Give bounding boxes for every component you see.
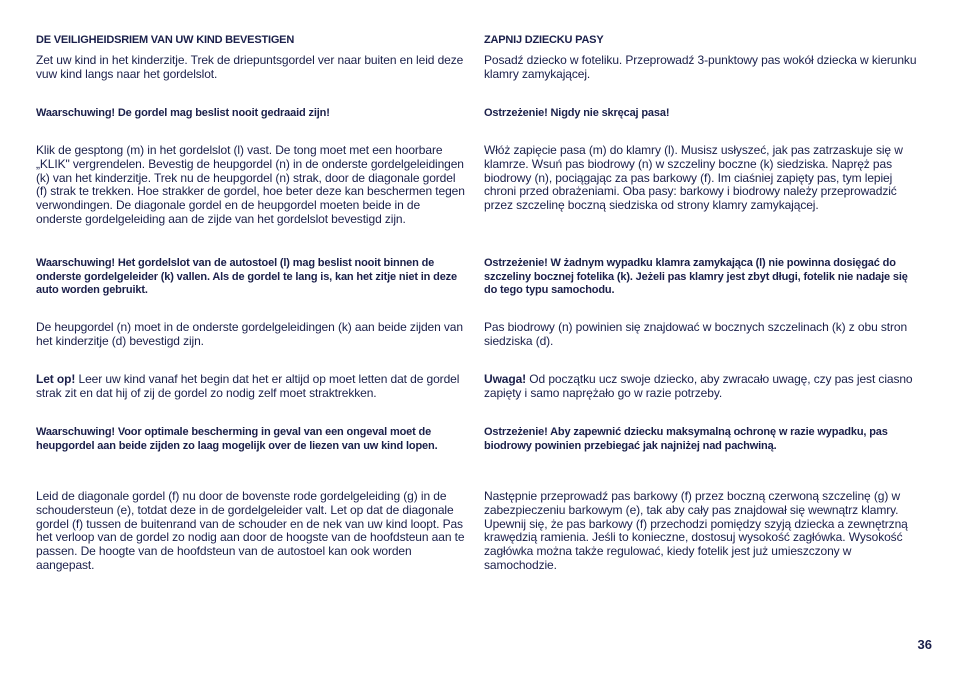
warning-twist: Ostrzeżenie! Nigdy nie skręcaj pasa! — [484, 107, 670, 119]
buckle-paragraph: Włóż zapięcie pasa (m) do klamry (l). Musisz usłyszeć, jak pas zatrzaskuje się w klamrze. Wsuń pas biodrowy (n) w szczeliny boczne (k) siedziska. Napręż pas biodrowy (n), pociągając za pas barkowy (f). Im ciaśniej zapięty pas, tym lepiej chroni przed obrażeniami. Oba pasy: barkowy i biodrowy należy przeprowadzić przez szczelinę boczną siedziska od strony klamry zamykającej. — [484, 143, 903, 213]
warning-buckle: Waarschuwing! Het gordelslot van de autostoel (l) mag beslist nooit binnen de onderste gordelgeleider (k) vallen. Als de gordel te lang is, kan het zitje niet in deze auto worden gebruikt. — [36, 257, 457, 297]
lap-belt-paragraph: Pas biodrowy (n) powinien się znajdować w bocznych szczelinach (k) z obu stron siedziska (d). — [484, 320, 908, 348]
page-number: 36 — [917, 637, 932, 652]
note-text: Od początku ucz swoje dziecko, aby zwracało uwagę, czy pas jest ciasno zapięty i samo naprężało go w razie potrzeby. — [484, 372, 913, 400]
note-text: Leer uw kind vanaf het begin dat het er altijd op moet letten dat de gordel strak zit en dat hij of zij de gordel zo nodig zelf moet straktrekken. — [36, 372, 460, 400]
section-heading: DE VEILIGHEIDSRIEM VAN UW KIND BEVESTIGEN — [36, 34, 295, 46]
warning-lap-position: Waarschuwing! Voor optimale bescherming in geval van een ongeval moet de heupgordel aan beide zijden zo laag mogelijk over de liezen van uw kind lopen. — [36, 426, 438, 452]
note-paragraph — [36, 373, 468, 401]
note-label: Let op! — [36, 372, 76, 386]
note-paragraph — [484, 373, 920, 401]
warning-twist: Waarschuwing! De gordel mag beslist nooit gedraaid zijn! — [36, 107, 330, 119]
warning-buckle: Ostrzeżenie! W żadnym wypadku klamra zamykająca (l) nie powinna dosięgać do szczeliny bocznej fotelika (k). Jeżeli pas klamry jest zbyt długi, fotelik nie nadaje się do tego typu samochodu. — [484, 257, 908, 297]
intro-paragraph: Posadź dziecko w foteliku. Przeprowadź 3-punktowy pas wokół dziecka w kierunku klamry zamykającej. — [484, 53, 917, 81]
buckle-paragraph: Klik de gesptong (m) in het gordelslot (l) vast. De tong moet met een hoorbare „KLIK" vergrendelen. Bevestig de heupgordel (n) in de onderste gordelgeleidingen (k) van het kinderzitje. Trek nu de heupgordel (n) strak, door de diagonale gordel (f) strak te trekken. Hoe strakker de gordel, hoe beter deze kan beschermen tegen verwondingen. De diagonale gordel en de heupgordel moeten beide in de onderste gordelgeleiding aan de zijde van het gordelslot bevestigd zijn. — [36, 143, 465, 226]
warning-lap-position: Ostrzeżenie! Aby zapewnić dziecku maksymalną ochronę w razie wypadku, pas biodrowy powinien przebiegać jak najniżej nad pachwiną. — [484, 426, 888, 452]
section-heading: ZAPNIJ DZIECKU PASY — [484, 34, 604, 46]
shoulder-belt-paragraph: Leid de diagonale gordel (f) nu door de bovenste rode gordelgeleiding (g) in de schoudersteun (e), totdat deze in de gordelgeleider valt. Let op dat de diagonale gordel (f) tussen de buitenrand van de schouder en de nek van uw kind loopt. Pas het verloop van de gordel zo nodig aan door de hoogste van de hoofdsteun aan te passen. De hoogte van de hoofdsteun van de autostoel kan ook worden aangepast. — [36, 489, 465, 572]
intro-paragraph: Zet uw kind in het kinderzitje. Trek de driepuntsgordel ver naar buiten en leid deze vuw kind langs naar het gordelslot. — [36, 53, 464, 81]
note-label: Uwaga! — [484, 372, 527, 386]
lap-belt-paragraph: De heupgordel (n) moet in de onderste gordelgeleidingen (k) aan beide zijden van het kinderzitje (d) bevestigd zijn. — [36, 320, 463, 348]
shoulder-belt-paragraph: Następnie przeprowadź pas barkowy (f) przez boczną czerwoną szczelinę (g) w zabezpieczeniu barkowym (e), tak aby cały pas znajdował się wewnątrz klamry. Upewnij się, że pas barkowy (f) przechodzi pomiędzy szyją dziecka a zewnętrzną krawędzią ramienia. Jeśli to konieczne, dostosuj wysokość zagłówka. Wysokość zagłówka można także regulować, kiedy fotelik jest już umieszczony w samochodzie. — [484, 489, 908, 572]
